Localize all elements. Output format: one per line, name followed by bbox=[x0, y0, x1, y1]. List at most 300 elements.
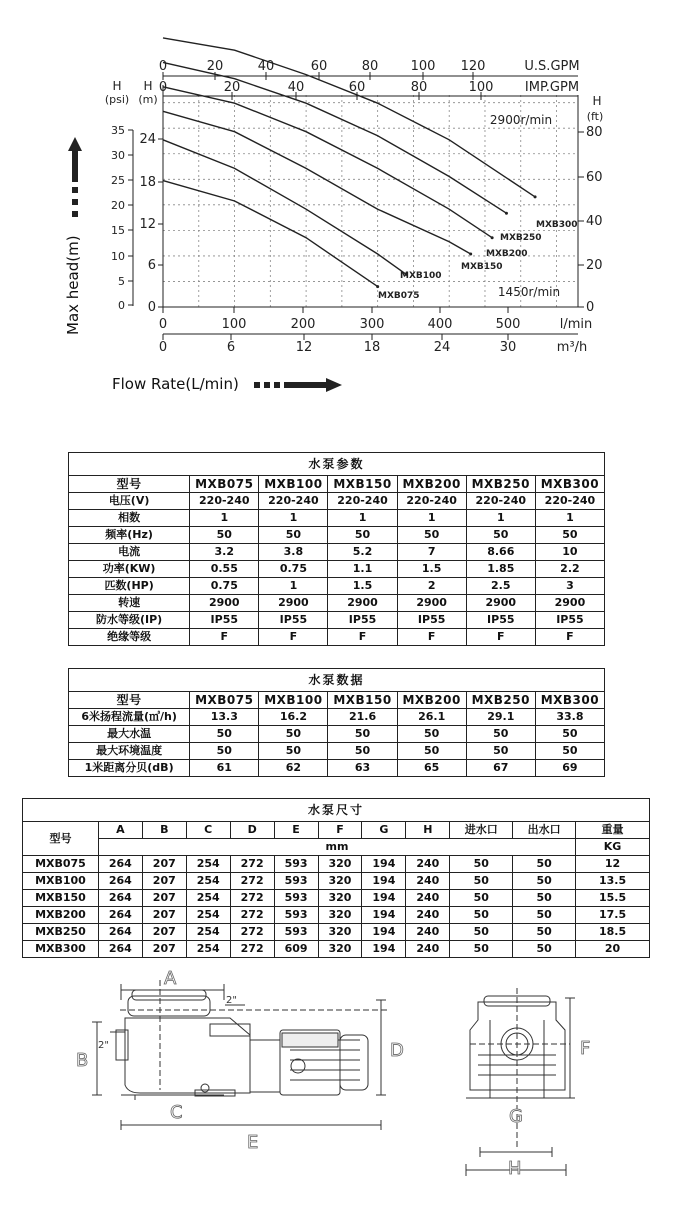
table-cell: 320 bbox=[318, 890, 362, 907]
m3h-axis-label: m³/h bbox=[556, 340, 588, 355]
m-tick-label: 0 bbox=[147, 300, 156, 315]
table-cell: IP55 bbox=[259, 612, 328, 629]
series-end-point bbox=[491, 236, 494, 239]
series-line-mxb200 bbox=[163, 87, 492, 238]
table-row bbox=[69, 510, 605, 527]
table-row bbox=[69, 612, 605, 629]
psi-tick-label: 10 bbox=[111, 250, 125, 263]
table-cell: 593 bbox=[274, 873, 318, 890]
table-title: 水泵参数 bbox=[69, 453, 605, 476]
column-header: E bbox=[274, 822, 318, 839]
table-cell: 3.2 bbox=[190, 544, 259, 561]
lmin-tick-label: 300 bbox=[359, 317, 385, 332]
row-label: MXB075 bbox=[23, 856, 99, 873]
table-cell: 13.5 bbox=[576, 873, 650, 890]
table-cell: 2.2 bbox=[535, 561, 604, 578]
top2-tick-label: 80 bbox=[410, 80, 428, 95]
table-cell: 240 bbox=[406, 890, 450, 907]
table-cell: 26.1 bbox=[397, 709, 466, 726]
psi-tick-label: 30 bbox=[111, 149, 125, 162]
model-header: MXB300 bbox=[535, 692, 604, 709]
table-cell: 50 bbox=[513, 873, 576, 890]
m3h-tick-label: 6 bbox=[226, 340, 236, 355]
pipe-label-top: 2" bbox=[226, 995, 237, 1006]
table-cell: 220-240 bbox=[190, 493, 259, 510]
table-cell: 29.1 bbox=[466, 709, 535, 726]
table-cell: 50 bbox=[513, 907, 576, 924]
row-label: MXB250 bbox=[23, 924, 99, 941]
dim-label-g: G bbox=[509, 1106, 523, 1127]
table-row bbox=[23, 856, 650, 873]
table-cell: 18.5 bbox=[576, 924, 650, 941]
model-header: MXB150 bbox=[328, 692, 397, 709]
top1-tick-label: 100 bbox=[410, 59, 436, 74]
table-row bbox=[69, 561, 605, 578]
row-label: MXB100 bbox=[23, 873, 99, 890]
m-tick-label: 12 bbox=[139, 217, 156, 232]
psi-tick-label: 20 bbox=[111, 199, 125, 212]
table-cell: 1 bbox=[259, 510, 328, 527]
table-cell: 1.5 bbox=[397, 561, 466, 578]
m3h-tick-label: 18 bbox=[363, 340, 381, 355]
table-row bbox=[23, 941, 650, 958]
table-cell: 272 bbox=[230, 873, 274, 890]
m3h-tick-label: 0 bbox=[158, 340, 168, 355]
ft-unit-h: H bbox=[592, 94, 602, 108]
model-header: MXB100 bbox=[259, 476, 328, 493]
table-cell: 264 bbox=[98, 924, 142, 941]
psi-tick-label: 35 bbox=[111, 124, 125, 137]
table-cell: 50 bbox=[397, 726, 466, 743]
table-cell: 2900 bbox=[259, 595, 328, 612]
column-header: C bbox=[186, 822, 230, 839]
table-cell: 2900 bbox=[328, 595, 397, 612]
table-cell: 220-240 bbox=[466, 493, 535, 510]
psi-tick-label: 25 bbox=[111, 174, 125, 187]
top1-tick-label: 40 bbox=[257, 59, 275, 74]
lmin-tick-label: 0 bbox=[158, 317, 168, 332]
series-label: MXB300 bbox=[536, 220, 578, 230]
table-row bbox=[69, 726, 605, 743]
table-cell: F bbox=[535, 629, 604, 646]
table-cell: 1 bbox=[466, 510, 535, 527]
table-cell: F bbox=[466, 629, 535, 646]
table-cell: 50 bbox=[259, 726, 328, 743]
table-cell: 207 bbox=[142, 907, 186, 924]
table-row bbox=[69, 493, 605, 510]
table-cell: 1 bbox=[190, 510, 259, 527]
pump-data-table bbox=[68, 668, 605, 777]
table-cell: 593 bbox=[274, 907, 318, 924]
m-tick-label: 6 bbox=[147, 258, 156, 273]
row-label: 电压(V) bbox=[69, 493, 190, 510]
table-cell: 220-240 bbox=[535, 493, 604, 510]
top1-tick-label: 80 bbox=[361, 59, 379, 74]
table-cell: 264 bbox=[98, 907, 142, 924]
m-unit-h: H bbox=[143, 79, 153, 93]
table-cell: 50 bbox=[466, 726, 535, 743]
row-label: 功率(KW) bbox=[69, 561, 190, 578]
table-row bbox=[69, 709, 605, 726]
table-cell: 254 bbox=[186, 907, 230, 924]
table-cell: IP55 bbox=[535, 612, 604, 629]
table-cell: 17.5 bbox=[576, 907, 650, 924]
model-header: MXB250 bbox=[466, 692, 535, 709]
column-header: 出水口 bbox=[513, 822, 576, 839]
row-label: 相数 bbox=[69, 510, 190, 527]
m3h-tick-label: 12 bbox=[295, 340, 313, 355]
table-cell: 50 bbox=[259, 527, 328, 544]
table-row bbox=[23, 873, 650, 890]
table-row bbox=[23, 907, 650, 924]
table-cell: 50 bbox=[466, 743, 535, 760]
table-cell: 2900 bbox=[466, 595, 535, 612]
table-cell: 12 bbox=[576, 856, 650, 873]
table-cell: 220-240 bbox=[328, 493, 397, 510]
table-cell: IP55 bbox=[328, 612, 397, 629]
row-label: 匹数(HP) bbox=[69, 578, 190, 595]
x-axis-title: Flow Rate(L/min) bbox=[112, 375, 239, 393]
table-cell: 50 bbox=[397, 527, 466, 544]
m-tick-label: 18 bbox=[139, 175, 156, 190]
row-label: 1米距离分贝(dB) bbox=[69, 760, 190, 777]
row-label: 6米扬程流量(㎥/h) bbox=[69, 709, 190, 726]
unit-mm: mm bbox=[98, 839, 575, 856]
ft-unit: (ft) bbox=[586, 110, 604, 123]
model-header: MXB250 bbox=[466, 476, 535, 493]
top1-axis-label: U.S.GPM bbox=[524, 59, 580, 74]
table-cell: F bbox=[397, 629, 466, 646]
table-cell: 264 bbox=[98, 941, 142, 958]
m-unit: (m) bbox=[138, 93, 158, 106]
table-title: 水泵数据 bbox=[69, 669, 605, 692]
table-cell: 207 bbox=[142, 890, 186, 907]
table-cell: 10 bbox=[535, 544, 604, 561]
table-cell: 207 bbox=[142, 924, 186, 941]
table-cell: 50 bbox=[450, 924, 513, 941]
pump-parameters-table bbox=[68, 452, 605, 646]
table-cell: 194 bbox=[362, 907, 406, 924]
table-cell: 207 bbox=[142, 941, 186, 958]
table-cell: 593 bbox=[274, 924, 318, 941]
header-label: 型号 bbox=[23, 822, 99, 856]
series-end-point bbox=[505, 212, 508, 215]
top2-tick-label: 20 bbox=[223, 80, 241, 95]
table-cell: 50 bbox=[513, 941, 576, 958]
table-cell: 272 bbox=[230, 890, 274, 907]
table-cell: 50 bbox=[513, 856, 576, 873]
table-cell: 3.8 bbox=[259, 544, 328, 561]
table-cell: 254 bbox=[186, 924, 230, 941]
table-cell: F bbox=[190, 629, 259, 646]
unit-kg: KG bbox=[576, 839, 650, 856]
psi-unit: (psi) bbox=[104, 93, 130, 106]
table-cell: 3 bbox=[535, 578, 604, 595]
pipe-label-side: 2" bbox=[98, 1040, 109, 1051]
header-label: 型号 bbox=[69, 692, 190, 709]
table-cell: 240 bbox=[406, 856, 450, 873]
table-cell: 264 bbox=[98, 873, 142, 890]
psi-tick-label: 0 bbox=[118, 299, 125, 312]
table-cell: 50 bbox=[450, 890, 513, 907]
dim-label-e: E bbox=[247, 1132, 259, 1153]
series-line-mxb250 bbox=[163, 62, 506, 213]
table-cell: 254 bbox=[186, 890, 230, 907]
table-cell: 33.8 bbox=[535, 709, 604, 726]
table-cell: 50 bbox=[513, 924, 576, 941]
lmin-tick-label: 100 bbox=[221, 317, 247, 332]
column-header: F bbox=[318, 822, 362, 839]
table-cell: 220-240 bbox=[397, 493, 466, 510]
series-line-mxb150 bbox=[163, 111, 471, 254]
psi-unit-h: H bbox=[112, 79, 122, 93]
table-cell: 0.75 bbox=[259, 561, 328, 578]
column-header: D bbox=[230, 822, 274, 839]
up-arrow-icon bbox=[68, 137, 78, 217]
table-row bbox=[69, 578, 605, 595]
series-end-point bbox=[376, 285, 379, 288]
table-cell: 194 bbox=[362, 924, 406, 941]
table-cell: 593 bbox=[274, 856, 318, 873]
table-cell: 272 bbox=[230, 941, 274, 958]
table-cell: 2900 bbox=[190, 595, 259, 612]
table-cell: 194 bbox=[362, 856, 406, 873]
table-cell: 220-240 bbox=[259, 493, 328, 510]
table-cell: 63 bbox=[328, 760, 397, 777]
table-cell: 1 bbox=[259, 578, 328, 595]
column-header: 重量 bbox=[576, 822, 650, 839]
lmin-axis-label: l/min bbox=[559, 317, 593, 332]
table-cell: 67 bbox=[466, 760, 535, 777]
table-cell: 62 bbox=[259, 760, 328, 777]
table-cell: 240 bbox=[406, 873, 450, 890]
y-axis-title: Max head(m) bbox=[64, 235, 82, 335]
table-cell: 50 bbox=[190, 743, 259, 760]
table-cell: 50 bbox=[450, 856, 513, 873]
table-cell: 1.5 bbox=[328, 578, 397, 595]
m3h-tick-label: 30 bbox=[499, 340, 517, 355]
table-row bbox=[23, 924, 650, 941]
table-cell: 320 bbox=[318, 873, 362, 890]
table-cell: 1.1 bbox=[328, 561, 397, 578]
table-cell: IP55 bbox=[397, 612, 466, 629]
top1-tick-label: 60 bbox=[310, 59, 328, 74]
table-cell: 50 bbox=[190, 527, 259, 544]
table-cell: 320 bbox=[318, 907, 362, 924]
top2-tick-label: 0 bbox=[158, 80, 168, 95]
row-label: 转速 bbox=[69, 595, 190, 612]
table-cell: 1 bbox=[328, 510, 397, 527]
top2-tick-label: 60 bbox=[348, 80, 366, 95]
table-cell: 50 bbox=[328, 743, 397, 760]
model-header: MXB075 bbox=[190, 692, 259, 709]
table-cell: 272 bbox=[230, 907, 274, 924]
series-label: MXB250 bbox=[500, 233, 542, 243]
pump-dimensions-table bbox=[22, 798, 650, 958]
m-tick-label: 24 bbox=[139, 132, 156, 147]
table-cell: 240 bbox=[406, 907, 450, 924]
table-cell: 50 bbox=[259, 743, 328, 760]
table-cell: 50 bbox=[535, 527, 604, 544]
pump-dimension-drawing bbox=[0, 960, 680, 1230]
table-cell: 272 bbox=[230, 856, 274, 873]
table-cell: 21.6 bbox=[328, 709, 397, 726]
top2-tick-label: 40 bbox=[287, 80, 305, 95]
top2-tick-label: 100 bbox=[468, 80, 494, 95]
table-row bbox=[69, 760, 605, 777]
table-row bbox=[69, 629, 605, 646]
ft-tick-label: 40 bbox=[586, 214, 603, 229]
table-cell: IP55 bbox=[190, 612, 259, 629]
lmin-tick-label: 400 bbox=[427, 317, 453, 332]
table-row bbox=[69, 544, 605, 561]
table-cell: 2900 bbox=[535, 595, 604, 612]
table-cell: 20 bbox=[576, 941, 650, 958]
table-cell: 50 bbox=[190, 726, 259, 743]
table-cell: 50 bbox=[328, 726, 397, 743]
table-cell: 194 bbox=[362, 941, 406, 958]
table-cell: 1.85 bbox=[466, 561, 535, 578]
table-cell: 50 bbox=[450, 941, 513, 958]
table-cell: 0.55 bbox=[190, 561, 259, 578]
row-label: MXB200 bbox=[23, 907, 99, 924]
table-cell: 1 bbox=[397, 510, 466, 527]
table-row bbox=[69, 743, 605, 760]
table-cell: 320 bbox=[318, 856, 362, 873]
table-cell: 13.3 bbox=[190, 709, 259, 726]
series-label: MXB075 bbox=[378, 291, 420, 301]
series-end-point bbox=[534, 195, 537, 198]
table-cell: 7 bbox=[397, 544, 466, 561]
dim-label-d: D bbox=[390, 1040, 404, 1061]
column-header: B bbox=[142, 822, 186, 839]
right-arrow-icon bbox=[254, 377, 344, 396]
table-cell: 50 bbox=[513, 890, 576, 907]
psi-tick-label: 15 bbox=[111, 224, 125, 237]
ft-tick-label: 20 bbox=[586, 258, 603, 273]
row-label: 最大环境温度 bbox=[69, 743, 190, 760]
table-cell: 2 bbox=[397, 578, 466, 595]
row-label: 防水等级(IP) bbox=[69, 612, 190, 629]
model-header: MXB075 bbox=[190, 476, 259, 493]
annotation-1450: 1450r/min bbox=[497, 285, 561, 299]
table-cell: 69 bbox=[535, 760, 604, 777]
m3h-tick-label: 24 bbox=[433, 340, 451, 355]
table-cell: 8.66 bbox=[466, 544, 535, 561]
column-header: A bbox=[98, 822, 142, 839]
dim-label-c: C bbox=[170, 1102, 183, 1123]
dim-label-h: H bbox=[508, 1158, 522, 1179]
table-cell: 50 bbox=[535, 743, 604, 760]
header-label: 型号 bbox=[69, 476, 190, 493]
ft-tick-label: 80 bbox=[586, 125, 603, 140]
dim-label-b: B bbox=[76, 1050, 89, 1071]
table-cell: 1 bbox=[535, 510, 604, 527]
model-header: MXB200 bbox=[397, 476, 466, 493]
table-cell: 272 bbox=[230, 924, 274, 941]
table-cell: 194 bbox=[362, 890, 406, 907]
table-cell: 254 bbox=[186, 873, 230, 890]
ft-tick-label: 60 bbox=[586, 170, 603, 185]
table-cell: 254 bbox=[186, 941, 230, 958]
table-cell: 264 bbox=[98, 856, 142, 873]
table-cell: 254 bbox=[186, 856, 230, 873]
table-cell: IP55 bbox=[466, 612, 535, 629]
table-cell: 2.5 bbox=[466, 578, 535, 595]
table-cell: 609 bbox=[274, 941, 318, 958]
column-header: 进水口 bbox=[450, 822, 513, 839]
top1-tick-label: 120 bbox=[460, 59, 486, 74]
model-header: MXB100 bbox=[259, 692, 328, 709]
table-cell: 50 bbox=[450, 873, 513, 890]
row-label: MXB300 bbox=[23, 941, 99, 958]
row-label: 频率(Hz) bbox=[69, 527, 190, 544]
table-cell: 50 bbox=[328, 527, 397, 544]
series-end-point bbox=[469, 253, 472, 256]
table-cell: 207 bbox=[142, 856, 186, 873]
model-header: MXB200 bbox=[397, 692, 466, 709]
table-cell: 264 bbox=[98, 890, 142, 907]
table-cell: 194 bbox=[362, 873, 406, 890]
row-label: 最大水温 bbox=[69, 726, 190, 743]
table-cell: 16.2 bbox=[259, 709, 328, 726]
table-cell: 240 bbox=[406, 941, 450, 958]
table-cell: 320 bbox=[318, 941, 362, 958]
table-cell: F bbox=[328, 629, 397, 646]
lmin-tick-label: 200 bbox=[290, 317, 316, 332]
table-cell: 0.75 bbox=[190, 578, 259, 595]
table-cell: 50 bbox=[535, 726, 604, 743]
model-header: MXB150 bbox=[328, 476, 397, 493]
table-cell: 5.2 bbox=[328, 544, 397, 561]
column-header: G bbox=[362, 822, 406, 839]
table-row bbox=[69, 527, 605, 544]
table-cell: 50 bbox=[450, 907, 513, 924]
psi-tick-label: 5 bbox=[118, 275, 125, 288]
table-row bbox=[69, 595, 605, 612]
dim-label-f: F bbox=[580, 1038, 591, 1059]
dim-label-a: A bbox=[164, 968, 177, 989]
table-cell: 65 bbox=[397, 760, 466, 777]
table-cell: 320 bbox=[318, 924, 362, 941]
top1-tick-label: 20 bbox=[206, 59, 224, 74]
ft-tick-label: 0 bbox=[586, 300, 595, 315]
row-label: 绝缘等级 bbox=[69, 629, 190, 646]
series-label: MXB150 bbox=[461, 262, 503, 272]
table-cell: 15.5 bbox=[576, 890, 650, 907]
column-header: H bbox=[406, 822, 450, 839]
row-label: 电流 bbox=[69, 544, 190, 561]
annotation-2900: 2900r/min bbox=[489, 113, 553, 127]
table-cell: 50 bbox=[397, 743, 466, 760]
table-cell: 61 bbox=[190, 760, 259, 777]
series-line-mxb100 bbox=[163, 140, 406, 275]
table-cell: 207 bbox=[142, 873, 186, 890]
pump-curve-chart bbox=[0, 0, 680, 400]
top1-tick-label: 0 bbox=[158, 59, 168, 74]
table-cell: 50 bbox=[466, 527, 535, 544]
table-cell: F bbox=[259, 629, 328, 646]
table-cell: 2900 bbox=[397, 595, 466, 612]
table-row bbox=[23, 890, 650, 907]
lmin-tick-label: 500 bbox=[495, 317, 521, 332]
top2-axis-label: IMP.GPM bbox=[524, 80, 580, 95]
series-label: MXB200 bbox=[486, 249, 528, 259]
model-header: MXB300 bbox=[535, 476, 604, 493]
series-label: MXB100 bbox=[400, 271, 442, 281]
table-cell: 240 bbox=[406, 924, 450, 941]
table-title: 水泵尺寸 bbox=[23, 799, 650, 822]
